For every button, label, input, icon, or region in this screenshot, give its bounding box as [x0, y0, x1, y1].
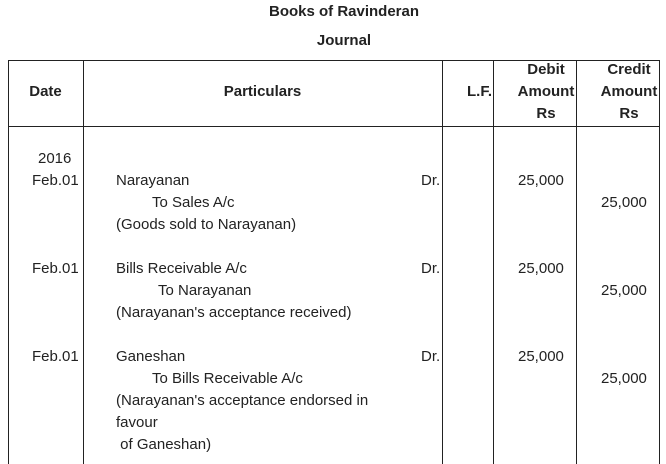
debit-amount: 25,000 — [518, 348, 564, 365]
col-border-particulars — [442, 60, 443, 464]
header-debit-line3: Rs — [536, 105, 556, 122]
header-credit-line3: Rs — [619, 105, 639, 122]
debit-amount: 25,000 — [518, 172, 564, 189]
header-debit-line2: Amount — [517, 83, 575, 100]
entry-date: Feb.01 — [32, 260, 79, 277]
debit-account: Narayanan — [116, 172, 190, 189]
credit-account: To Narayanan — [158, 282, 252, 299]
dr-marker: Dr. — [421, 172, 441, 189]
debit-amount: 25,000 — [518, 260, 564, 277]
header-credit-line1: Credit — [607, 61, 651, 78]
book-title: Books of Ravinderan — [268, 3, 420, 20]
narration-line: (Narayanan's acceptance endorsed in — [116, 392, 369, 409]
narration-line: (Goods sold to Narayanan) — [116, 216, 297, 233]
col-border-date — [83, 60, 84, 464]
credit-amount: 25,000 — [601, 194, 647, 211]
credit-account: To Sales A/c — [152, 194, 235, 211]
journal-title: Journal — [316, 32, 372, 49]
header-debit-line1: Debit — [527, 61, 565, 78]
col-border-left — [8, 60, 9, 464]
entry-date: Feb.01 — [32, 172, 79, 189]
dr-marker: Dr. — [421, 260, 441, 277]
narration-line: of Ganeshan) — [116, 436, 212, 453]
year-label: 2016 — [38, 150, 72, 167]
header-particulars: Particulars — [223, 83, 302, 100]
entry-date: Feb.01 — [32, 348, 79, 365]
narration-line: (Narayanan's acceptance received) — [116, 304, 352, 321]
debit-account: Bills Receivable A/c — [116, 260, 247, 277]
debit-account: Ganeshan — [116, 348, 186, 365]
header-credit-line2: Amount — [600, 83, 658, 100]
dr-marker: Dr. — [421, 348, 441, 365]
credit-account: To Bills Receivable A/c — [152, 370, 303, 387]
header-date: Date — [29, 83, 62, 100]
narration-line: favour — [116, 414, 158, 431]
header-bottom-border — [8, 126, 659, 127]
header-lf: L.F. — [467, 83, 492, 100]
credit-amount: 25,000 — [601, 282, 647, 299]
credit-amount: 25,000 — [601, 370, 647, 387]
